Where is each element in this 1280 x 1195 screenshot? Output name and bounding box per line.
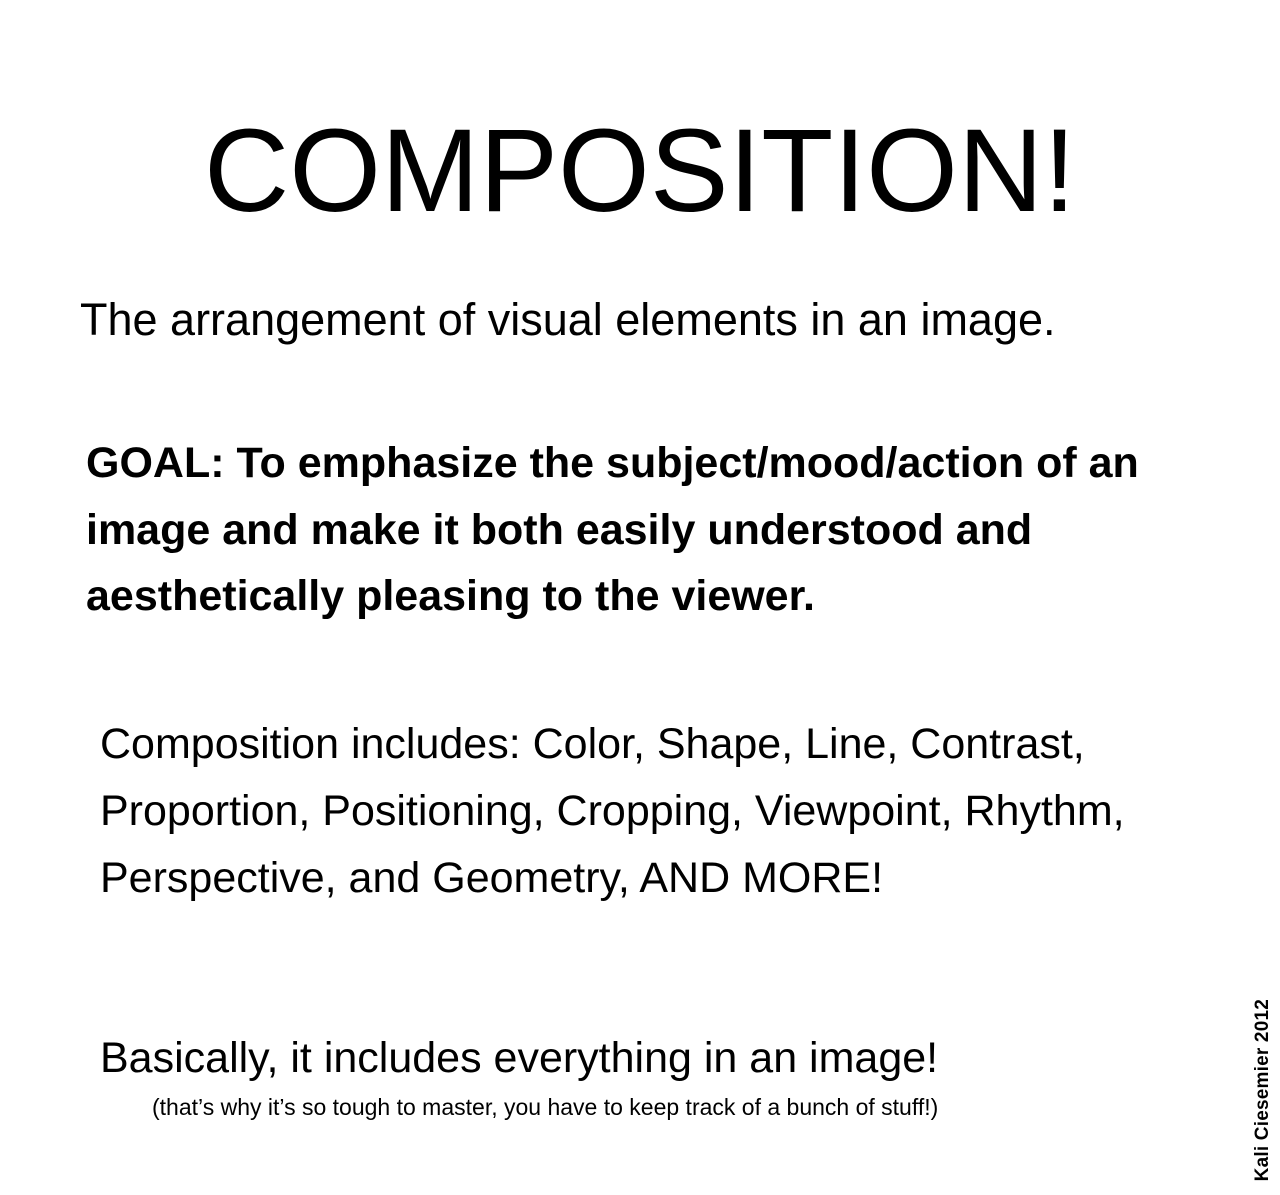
includes-text: Composition includes: Color, Shape, Line, Contrast, Proportion, Positioning, Cropping, Viewpoint, Rhythm, Perspective, and Geometry, AND MORE! (100, 720, 1125, 903)
goal-text: GOAL: To emphasize the subject/mood/action of an image and make it both easily understood and aesthetically pleasing to the viewer. (86, 439, 1139, 621)
summary-text: Basically, it includes everything in an image! (100, 1034, 939, 1082)
definition-text: The arrangement of visual elements in an image. (80, 294, 1056, 345)
credit-text: Kali Ciesemier 2012 (1252, 998, 1273, 1181)
page-title: COMPOSITION! (204, 105, 1076, 238)
aside-note-text: (that’s why it’s so tough to master, you have to keep track of a bunch of stuff!) (152, 1094, 939, 1120)
